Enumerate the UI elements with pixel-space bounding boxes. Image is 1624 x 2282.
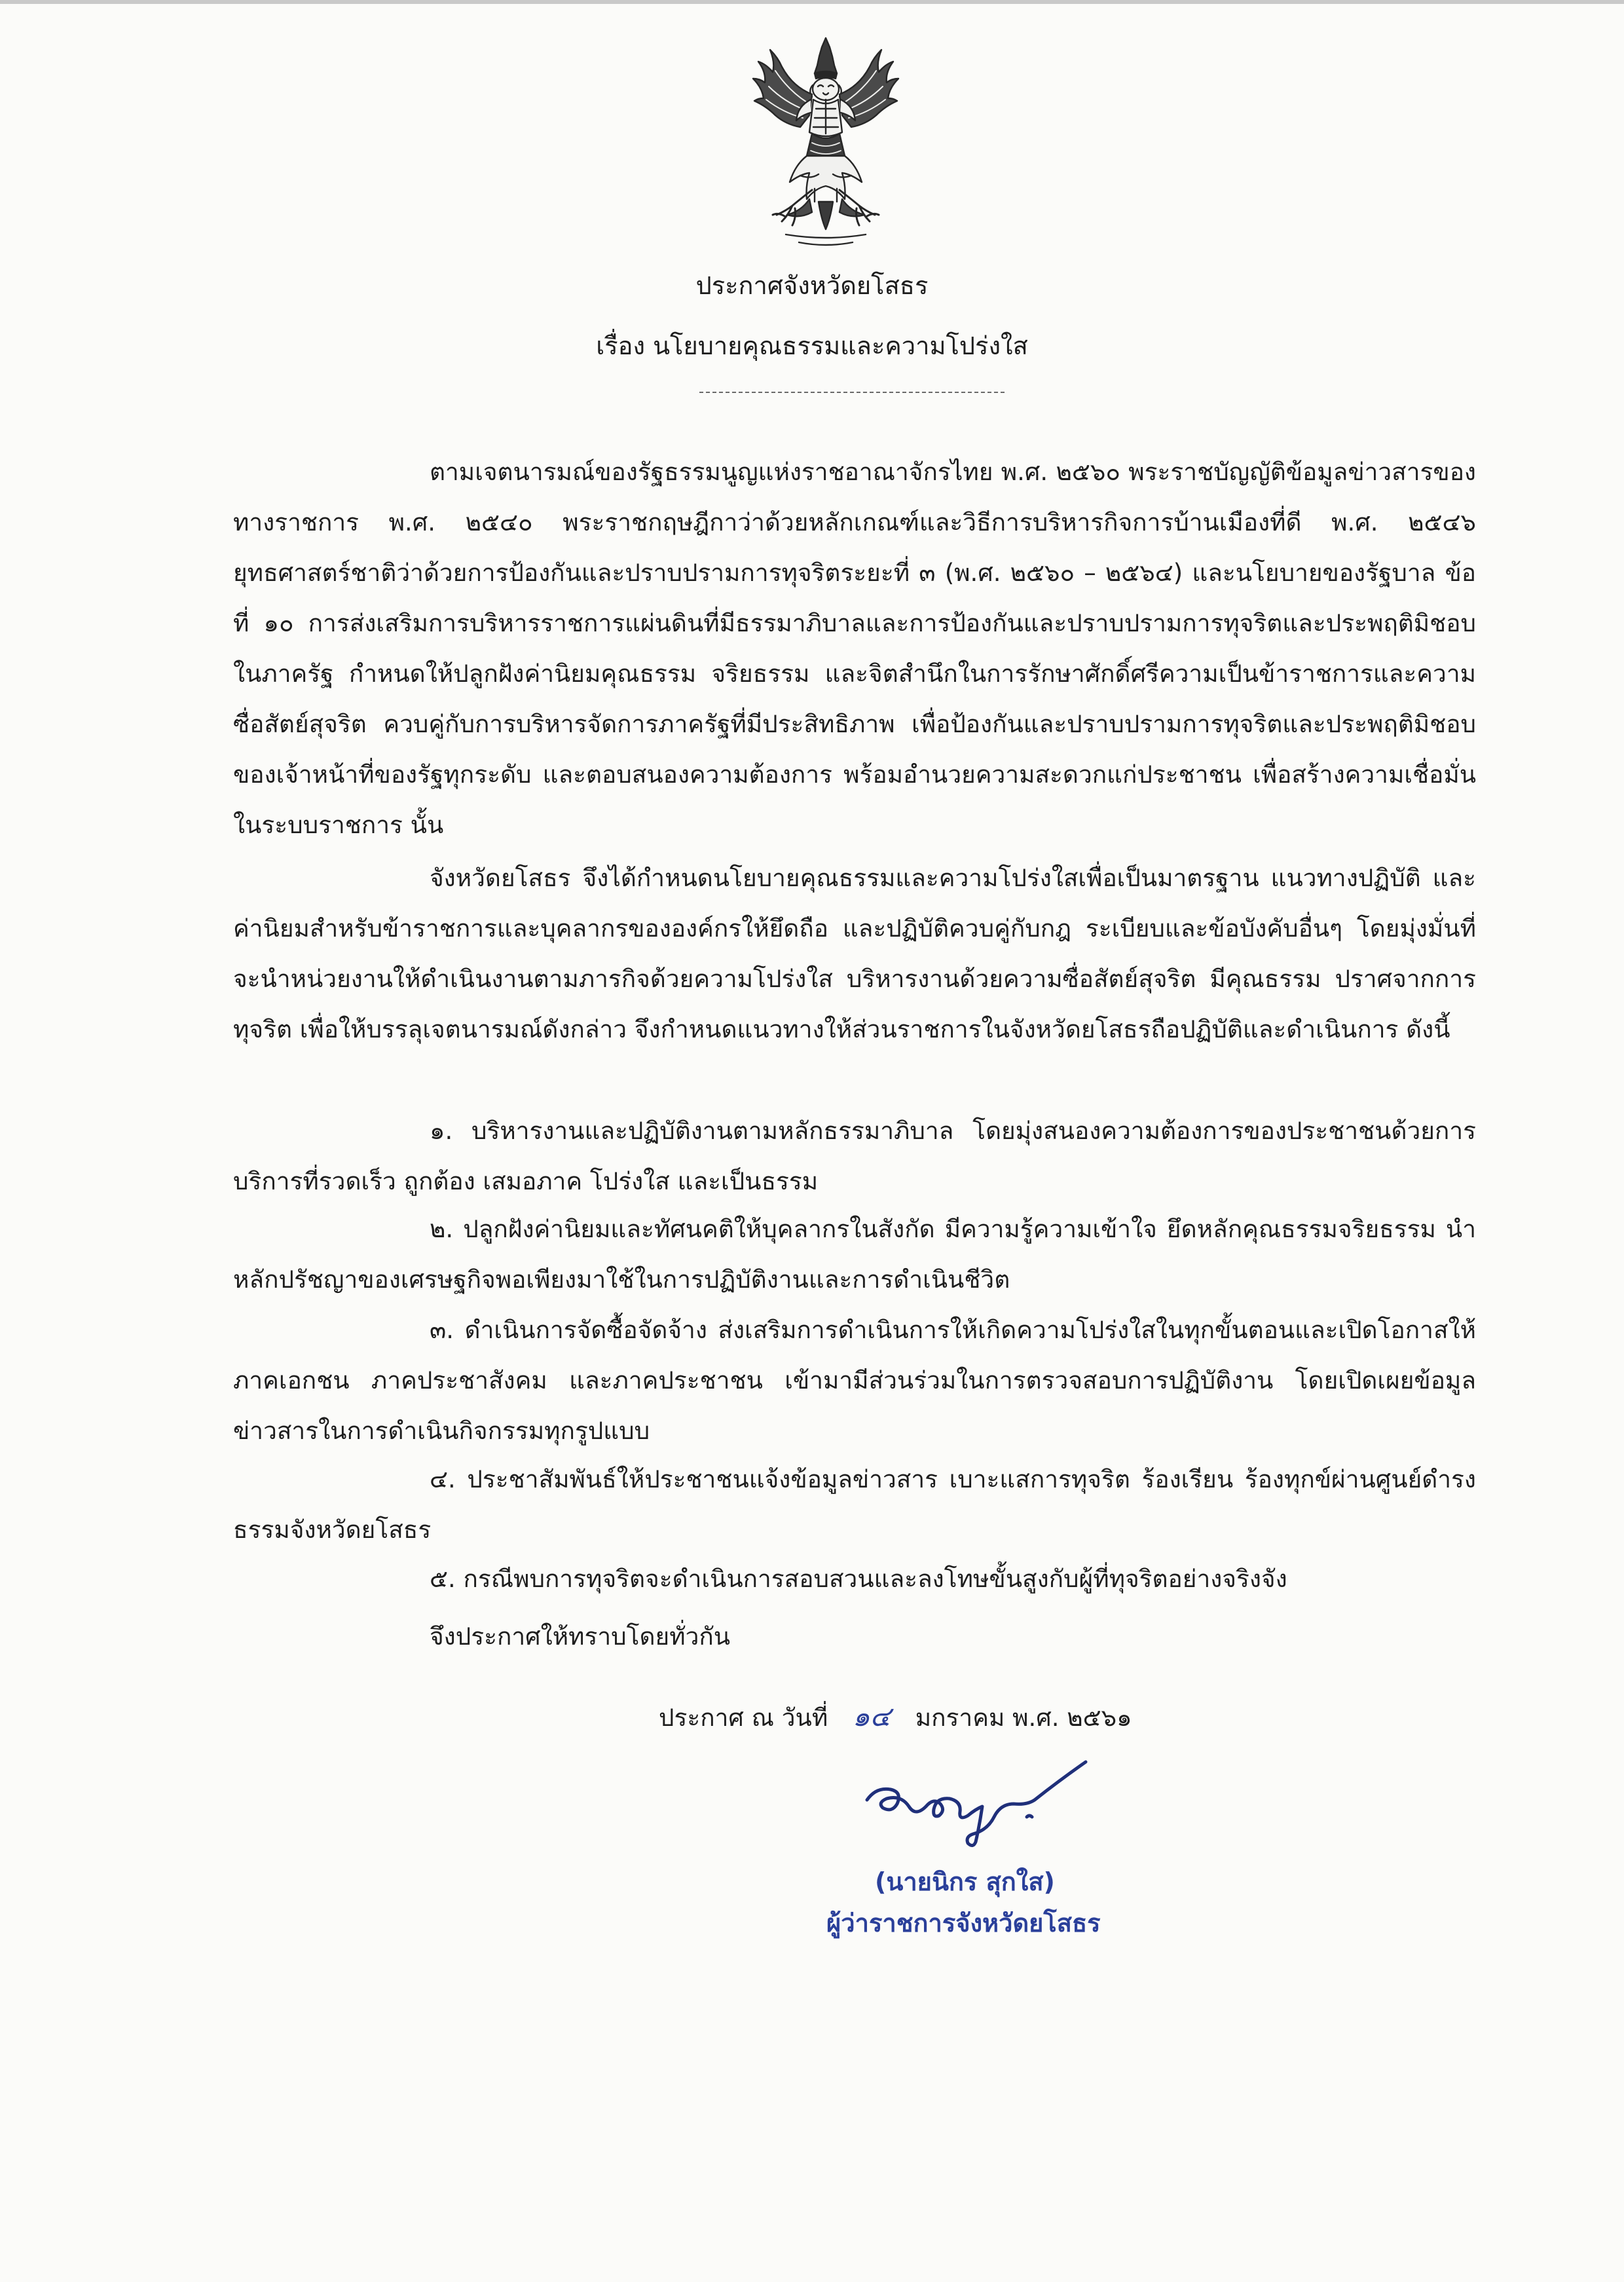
signer-title: ผู้ว่าราชการจังหวัดยโสธร [826,1909,1101,1937]
date-prefix: ประกาศ ณ วันที่ [659,1704,828,1732]
date-month-year: มกราคม พ.ศ. ๒๕๖๑ [915,1704,1132,1732]
announcement-subject: เรื่อง นโยบายคุณธรรมและความโปร่งใส [596,331,1028,360]
policy-item-3: ๓. ดำเนินการจัดซื้อจัดจ้าง ส่งเสริมการดำเนินการให้เกิดความโปร่งใสในทุกขั้นตอนและเปิดโอกาสให้ภาคเอกชน ภาคประชาสังคม และภาคประชาชน เข้ามามีส่วนร่วมในการตรวจสอบการปฏิบัติงาน โดยเปิดเผยข้อมูลข่าวสารในการดำเนินกิจกรรมทุกรูปแบบ [233,1316,1476,1445]
date-day-handwritten: ๑๔ [852,1700,891,1732]
closing-statement: จึงประกาศให้ทราบโดยทั่วกัน [430,1622,731,1651]
handwritten-signature-icon [863,1744,1138,1855]
policy-item-4: ๔. ประชาสัมพันธ์ให้ประชาชนแจ้งข้อมูลข่าวสาร เบาะแสการทุจริต ร้องเรียน ร้องทุกข์ผ่านศูนย์ดำรงธรรมจังหวัดยโสธร [233,1465,1476,1544]
announcement-date [659,1691,1132,1743]
title-divider [699,392,1005,393]
preamble-paragraph: ตามเจตนารมณ์ของรัฐธรรมนูญแห่งราชอาณาจักรไทย พ.ศ. ๒๕๖๐ พระราชบัญญัติข้อมูลข่าวสารของทางราชการ พ.ศ. ๒๕๔๐ พระราชกฤษฎีกาว่าด้วยหลักเกณฑ์และวิธีการบริหารกิจการบ้านเมืองที่ดี พ.ศ. ๒๕๔๖ ยุทธศาสตร์ชาติว่าด้วยการป้องกันและปราบปรามการทุจริตระยะที่ ๓ (พ.ศ. ๒๕๖๐ – ๒๕๖๔) และนโยบายของรัฐบาล ข้อที่ ๑๐ การส่งเสริมการบริหารราชการแผ่นดินที่มีธรรมาภิบาลและการป้องกันและปราบปรามการทุจริตและประพฤติมิชอบในภาครัฐ กำหนดให้ปลูกฝังค่านิยมคุณธรรม จริยธรรม และจิตสำนึกในการรักษาศักดิ์ศรีความเป็นข้าราชการและความซื่อสัตย์สุจริต ควบคู่กับการบริหารจัดการภาครัฐที่มีประสิทธิภาพ เพื่อป้องกันและปราบปรามการทุจริตและประพฤติมิชอบของเจ้าหน้าที่ของรัฐทุกระดับ และตอบสนองความต้องการ พร้อมอำนวยความสะดวกแก่ประชาชน เพื่อสร้างความเชื่อมั่นในระบบราชการ นั้น [233,458,1476,839]
policy-paragraph: จังหวัดยโสธร จึงได้กำหนดนโยบายคุณธรรมและความโปร่งใสเพื่อเป็นมาตรฐาน แนวทางปฏิบัติ และค่านิยมสำหรับข้าราชการและบุคลากรขององค์กรให้ยึดถือ และปฏิบัติควบคู่กับกฎ ระเบียบและข้อบังคับอื่นๆ โดยมุ่งมั่นที่จะนำหน่วยงานให้ดำเนินงานตามภารกิจด้วยความโปร่งใส บริหารงานด้วยความซื่อสัตย์สุจริต มีคุณธรรม ปราศจากการทุจริต เพื่อให้บรรลุเจตนารมณ์ดังกล่าว จึงกำหนดแนวทางให้ส่วนราชการในจังหวัดยโสธรถือปฏิบัติและดำเนินการ ดังนี้ [233,864,1476,1043]
policy-item-1: ๑. บริหารงานและปฏิบัติงานตามหลักธรรมาภิบาล โดยมุ่งสนองความต้องการของประชาชนด้วยการบริการที่รวดเร็ว ถูกต้อง เสมอภาค โปร่งใส และเป็นธรรม [233,1117,1476,1195]
policy-item-2: ๒. ปลูกฝังค่านิยมและทัศนคติให้บุคลากรในสังกัด มีความรู้ความเข้าใจ ยึดหลักคุณธรรมจริยธรรม นำหลักปรัชญาของเศรษฐกิจพอเพียงมาใช้ในการปฏิบัติงานและการดำเนินชีวิต [233,1215,1476,1294]
signer-name: (นายนิกร สุกใส) [875,1867,1055,1896]
garuda-emblem-icon [747,34,905,253]
policy-item-5: ๕. กรณีพบการทุจริตจะดำเนินการสอบสวนและลงโทษขั้นสูงกับผู้ที่ทุจริตอย่างจริงจัง [430,1565,1287,1593]
announcement-title: ประกาศจังหวัดยโสธร [695,271,929,300]
scan-top-edge [0,0,1624,4]
